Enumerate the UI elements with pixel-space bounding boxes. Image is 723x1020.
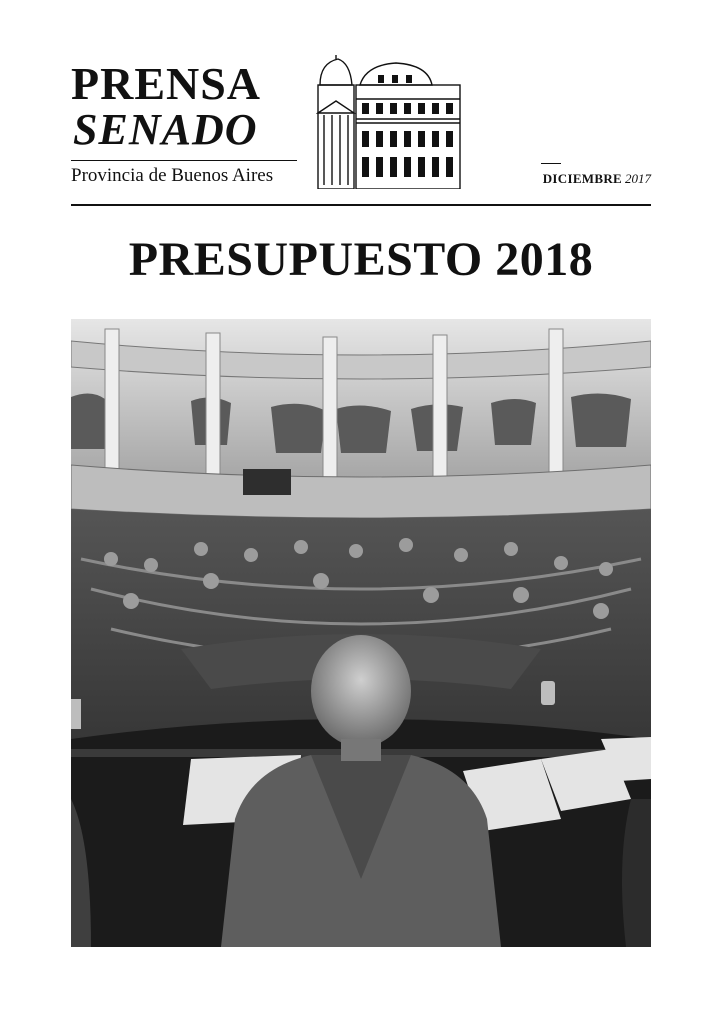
brand-subtitle: Provincia de Buenos Aires	[71, 165, 274, 186]
brand-divider	[71, 160, 297, 161]
masthead	[71, 55, 651, 195]
header-rule	[71, 204, 651, 206]
legislature-building-icon	[316, 53, 464, 189]
issue-date	[543, 171, 651, 187]
date-tick	[541, 163, 561, 164]
headline: PRESUPUESTO 2018	[128, 233, 594, 286]
issue-month: DICIEMBRE	[542, 171, 622, 186]
issue-year: 2017	[625, 171, 651, 186]
brand-senado: SENADO	[73, 105, 258, 154]
senate-chamber-session-photo	[71, 319, 651, 947]
brand-prensa: PRENSA	[71, 58, 262, 109]
